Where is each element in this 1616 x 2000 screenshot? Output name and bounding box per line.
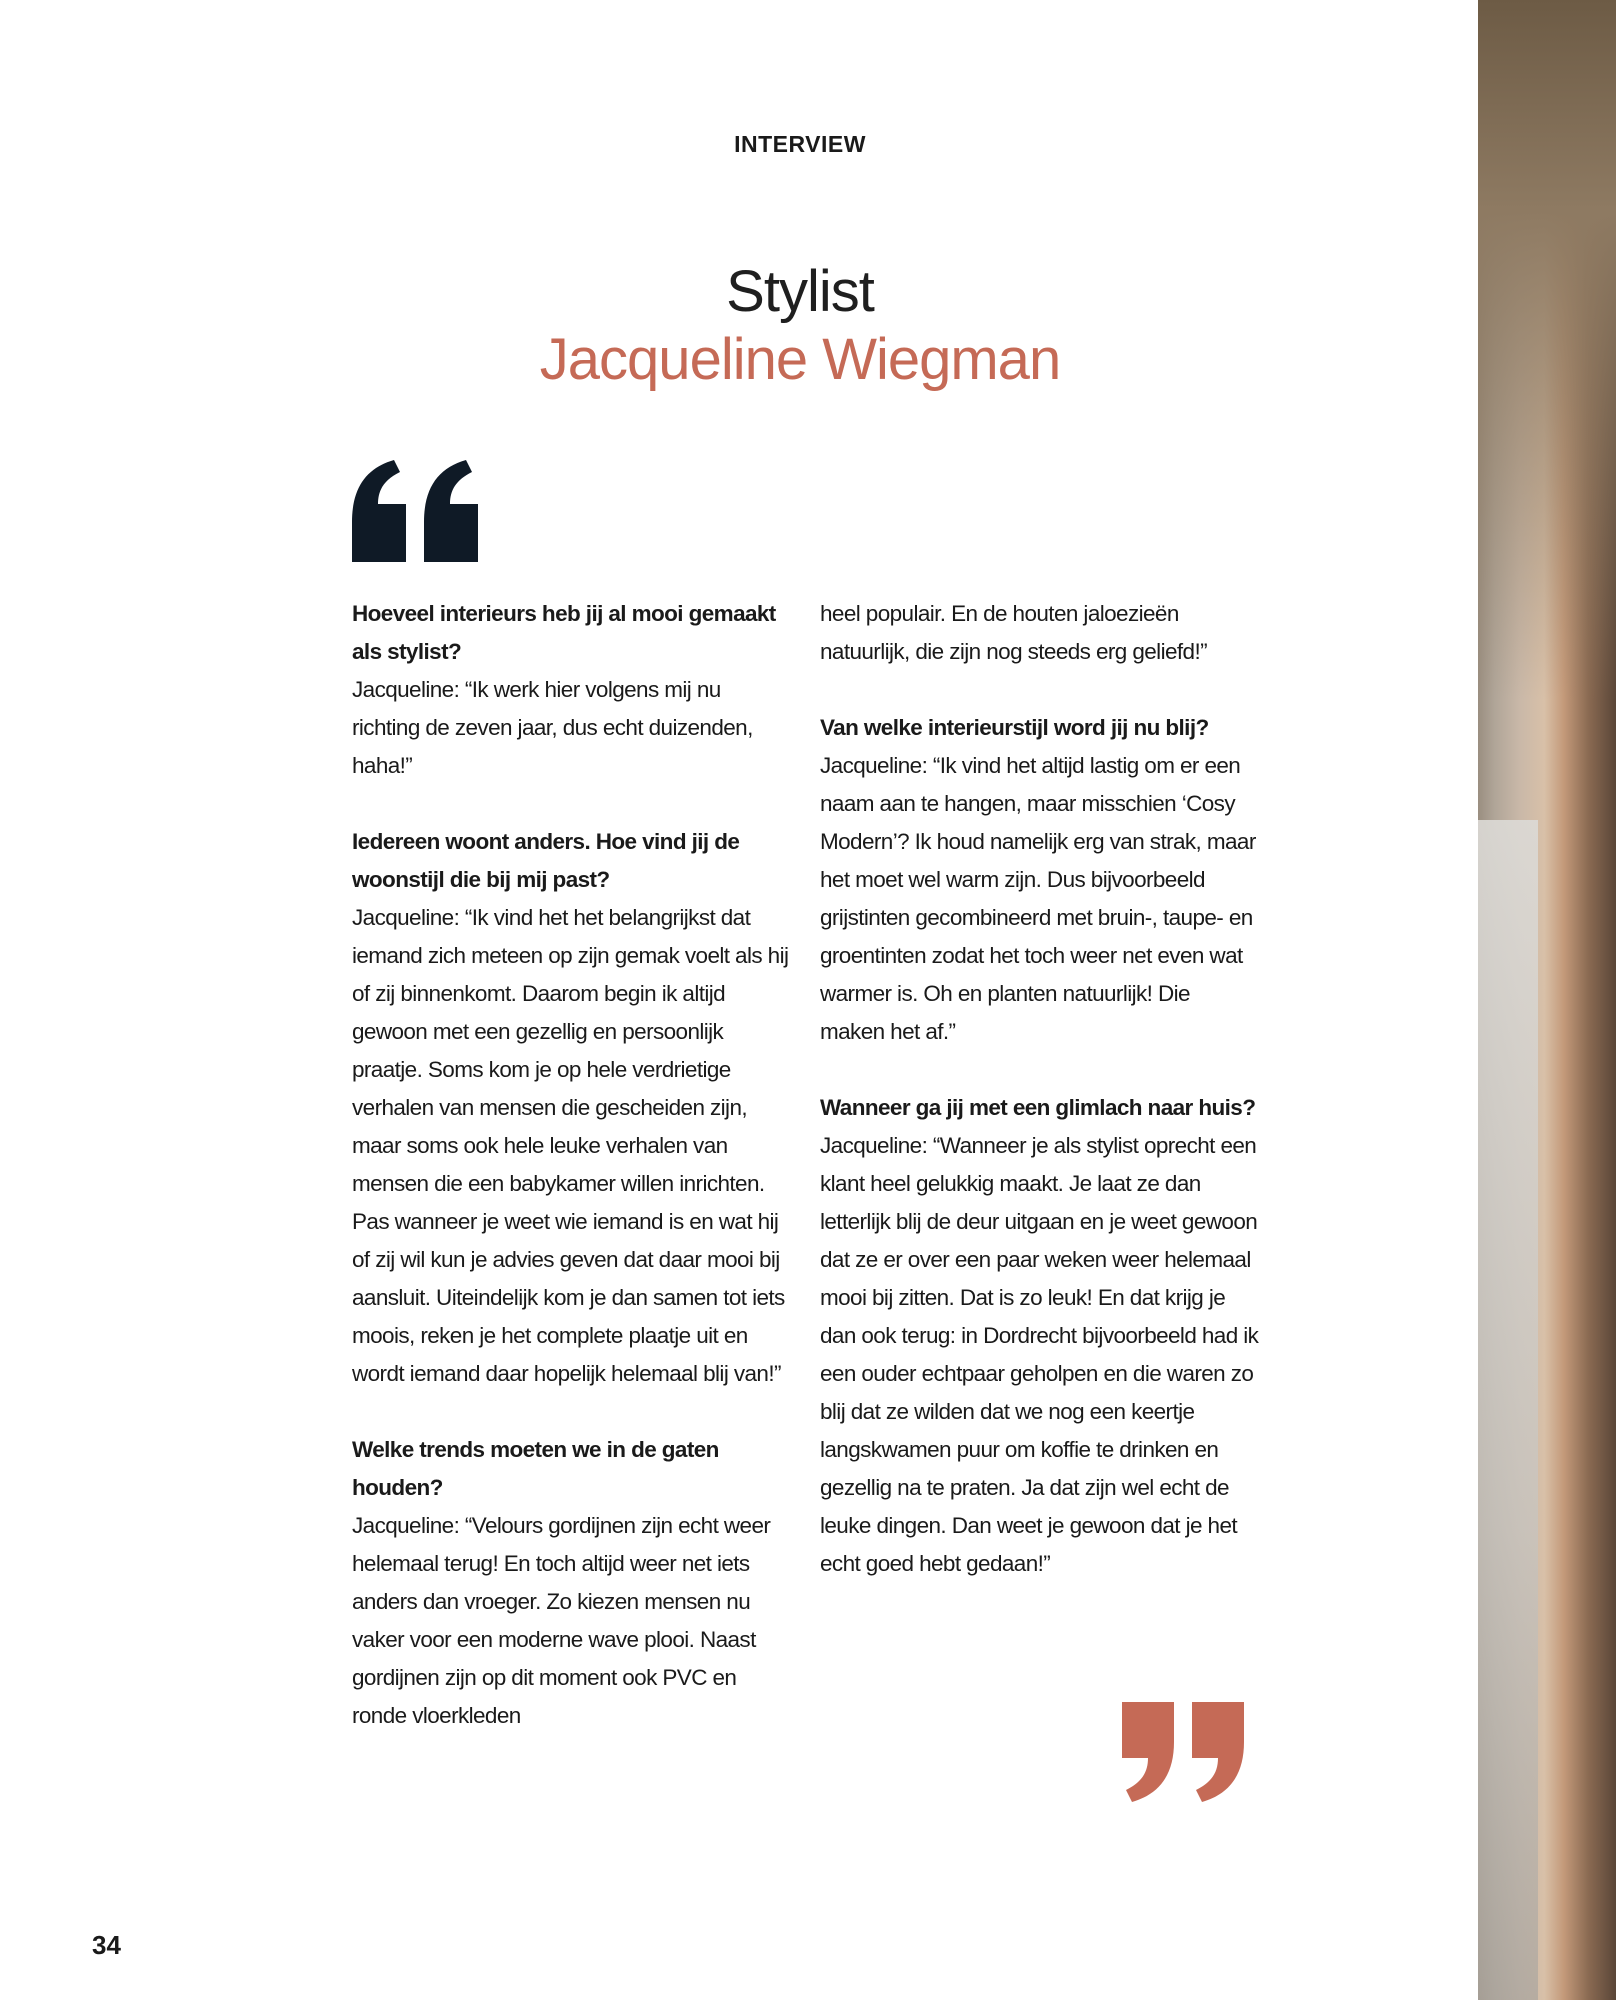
section-label: INTERVIEW bbox=[734, 131, 866, 157]
interview-answer-continued: heel populair. En de houten jaloezieën natuurlijk, die zijn nog steeds erg geliefd!” bbox=[820, 601, 1207, 664]
interview-question: Wanneer ga jij met een glimlach naar huis? bbox=[820, 1095, 1256, 1120]
qa-block bbox=[352, 595, 792, 785]
qa-block bbox=[352, 823, 792, 1393]
interview-question: Welke trends moeten we in de gaten houden? bbox=[352, 1437, 719, 1500]
page-number: 34 bbox=[92, 1930, 121, 1960]
page-subtitle-name: Jacqueline Wiegman bbox=[539, 327, 1061, 392]
interview-answer: Jacqueline: “Ik werk hier volgens mij nu richting de zeven jaar, dus echt duizenden, haha!” bbox=[352, 677, 753, 778]
qa-block bbox=[352, 1431, 792, 1735]
article-column-left bbox=[352, 595, 792, 1773]
answer-continuation bbox=[820, 595, 1260, 671]
interview-answer: Jacqueline: “Velours gordijnen zijn echt weer helemaal terug! En toch altijd weer net iets anders dan vroeger. Zo kiezen mensen nu vaker voor een moderne wave plooi. Naast gordijnen zijn op dit moment ook PVC en ronde vloerkleden bbox=[352, 1513, 771, 1728]
article-column-right bbox=[820, 595, 1260, 1621]
page-title: Stylist bbox=[726, 259, 874, 324]
open-quote-icon bbox=[352, 460, 480, 562]
interview-question: Hoeveel interieurs heb jij al mooi gemaakt als stylist? bbox=[352, 601, 776, 664]
interview-answer: Jacqueline: “Ik vind het altijd lastig om er een naam aan te hangen, maar misschien ‘Cosy Modern’? Ik houd namelijk erg van strak, maar het moet wel warm zijn. Dus bijvoorbeeld grijstinten gecombineerd met bruin-, taupe- en groentinten zodat het toch weer net even wat warmer is. Oh en planten natuurlijk! Die maken het af.” bbox=[820, 753, 1256, 1044]
interview-answer: Jacqueline: “Ik vind het het belangrijkst dat iemand zich meteen op zijn gemak voelt als hij of zij binnenkomt. Daarom begin ik altijd gewoon met een gezellig en persoonlijk praatje. Soms kom je op hele verdrietige verhalen van mensen die gescheiden zijn, maar soms ook hele leuke verhalen van mensen die een babykamer willen inrichten. Pas wanneer je weet wie iemand is en wat hij of zij wil kun je advies geven dat daar mooi bij aansluit. Uiteindelijk kom je dan samen tot iets moois, reken je het complete plaatje uit en wordt iemand daar hopelijk helemaal blij van!” bbox=[352, 905, 789, 1386]
interview-answer: Jacqueline: “Wanneer je als stylist oprecht een klant heel gelukkig maakt. Je laat ze dan letterlijk blij de deur uitgaan en je weet gewoon dat ze er over een paar weken weer helemaal mooi bij zitten. Dat is zo leuk! En dat krijg je dan ook terug: in Dordrecht bijvoorbeeld had ik een ouder echtpaar geholpen en die waren zo blij dat ze wilden dat we nog een keertje langskwamen puur om koffie te drinken en gezellig na te praten. Ja dat zijn wel echt de leuke dingen. Dan weet je gewoon dat je het echt goed hebt gedaan!” bbox=[820, 1133, 1259, 1576]
close-quote-icon bbox=[1120, 1702, 1246, 1802]
qa-block bbox=[820, 709, 1260, 1051]
interview-question: Van welke interieurstijl word jij nu blij? bbox=[820, 715, 1209, 740]
qa-block bbox=[820, 1089, 1260, 1583]
interview-question: Iedereen woont anders. Hoe vind jij de woonstijl die bij mij past? bbox=[352, 829, 740, 892]
